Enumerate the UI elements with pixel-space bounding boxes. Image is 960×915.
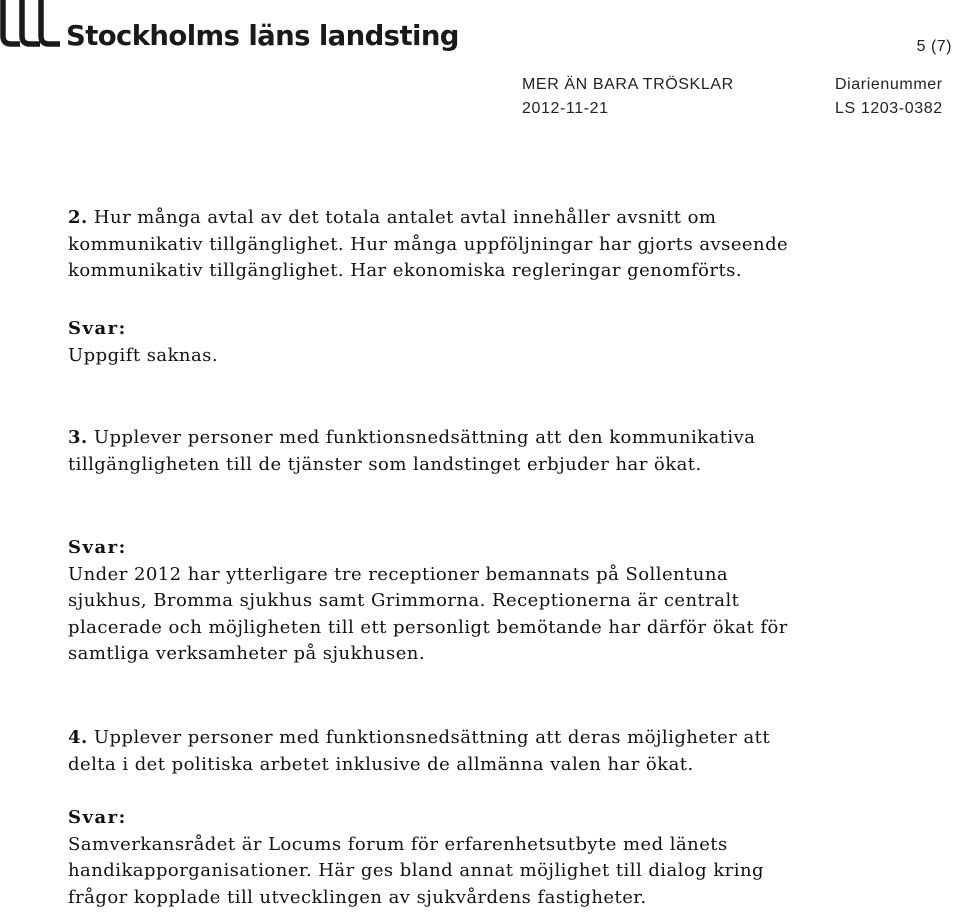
answer-line: Under 2012 har ytterligare tre receptioner bemannats på Sollentuna bbox=[68, 563, 729, 585]
question-4 bbox=[68, 725, 948, 778]
answer-line: sjukhus, Bromma sjukhus samt Grimmorna. Receptionerna är centralt bbox=[68, 590, 740, 611]
question-2 bbox=[68, 205, 948, 285]
diarienummer-label: Diarienummer bbox=[835, 76, 943, 93]
answer-line: Uppgift saknas. bbox=[68, 344, 219, 366]
question-number: 4. bbox=[68, 727, 88, 748]
question-line: 4. Upplever personer med funktionsnedsättning att deras möjligheter att bbox=[68, 727, 771, 748]
sll-logo-mark-icon bbox=[0, 0, 62, 52]
question-3 bbox=[68, 425, 948, 478]
logo-wordmark: Stockholms läns landsting bbox=[66, 20, 459, 52]
answer-line: samtliga verksamheter på sjukhusen. bbox=[68, 643, 426, 664]
document-info bbox=[522, 73, 734, 121]
answer-3 bbox=[68, 535, 948, 668]
answer-line: frågor kopplade till utvecklingen av sjukvårdens fastigheter. bbox=[68, 886, 647, 908]
svar-label: Svar: bbox=[68, 537, 127, 558]
answer-4 bbox=[68, 805, 948, 911]
answer-2 bbox=[68, 316, 948, 369]
organization-logo bbox=[0, 0, 459, 60]
question-line: tillgängligheten till de tjänster som landstinget erbjuder har ökat. bbox=[68, 453, 702, 475]
question-line: kommunikativ tillgänglighet. Hur många uppföljningar har gjorts avseende bbox=[68, 233, 789, 255]
question-line: delta i det politiska arbetet inklusive de allmänna valen har ökat. bbox=[68, 753, 694, 775]
question-line: kommunikativ tillgänglighet. Har ekonomiska regleringar genomförts. bbox=[68, 260, 743, 281]
answer-line: placerade och möjligheten till ett personligt bemötande har därför ökat för bbox=[68, 616, 788, 638]
question-number: 3. bbox=[68, 427, 88, 448]
svar-label: Svar: bbox=[68, 807, 127, 828]
document-date: 2012-11-21 bbox=[522, 100, 609, 117]
page-number: 5 (7) bbox=[916, 38, 952, 55]
answer-line: handikapporganisationer. Här ges bland annat möjlighet till dialog kring bbox=[68, 860, 764, 881]
registration-info bbox=[835, 73, 943, 121]
question-number: 2. bbox=[68, 207, 88, 228]
question-line: 3. Upplever personer med funktionsnedsättning att den kommunikativa bbox=[68, 427, 756, 448]
document-title: MER ÄN BARA TRÖSKLAR bbox=[522, 76, 734, 93]
diarienummer-value: LS 1203-0382 bbox=[835, 100, 943, 117]
answer-line: Samverkansrådet är Locums forum för erfarenhetsutbyte med länets bbox=[68, 833, 728, 855]
question-line: 2. Hur många avtal av det totala antalet avtal innehåller avsnitt om bbox=[68, 207, 717, 228]
svar-label: Svar: bbox=[68, 318, 127, 339]
